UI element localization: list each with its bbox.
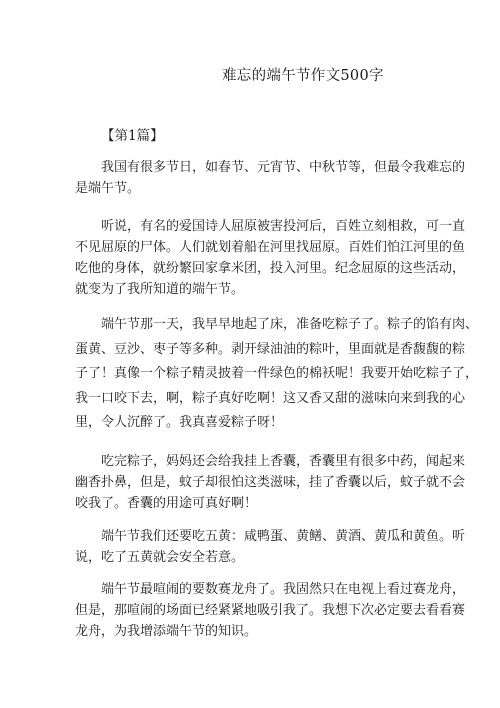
- paragraph-line: 咬我了。香囊的用途可真好啊！: [75, 496, 258, 511]
- paragraph-line: 龙舟，为我增添端午节的知识。: [75, 624, 258, 639]
- paragraph-line: 里，令人沉醉了。我真喜爱粽子呀！: [75, 415, 284, 430]
- paragraph-1: [75, 157, 466, 199]
- paragraph-line: 不见屈原的尸体。人们就划着船在河里找屈原。百姓们怕江河里的鱼: [75, 240, 466, 255]
- paragraph-line: 吃他的身体，就纷繁回家拿米团，投入河里。纪念屈原的这些活动，: [75, 261, 466, 276]
- paragraph-line: 但是，那喧闹的场面已经紧紧地吸引我了。我想下次必定要去看看赛: [75, 603, 466, 618]
- paragraph-line: 说，吃了五黄就会安全若意。: [75, 550, 245, 565]
- paragraph-6: [75, 579, 466, 642]
- paragraph-line: 是端午节。: [75, 181, 141, 196]
- paragraph-line: 我一口咬下去，啊，粽子真好吃啊！这又香又甜的滋味向来到我的心: [75, 390, 466, 406]
- paragraph-5: [75, 526, 466, 568]
- paragraph-line: 端午节那一天，我早早地起了床，准备吃粽子了。粽子的馅有肉、: [75, 317, 479, 332]
- paragraph-line: 蛋黄、豆沙、枣子等多种。剥开绿油油的粽叶，里面就是香馥馥的粽: [75, 341, 466, 357]
- paragraph-line: 端午节最喧闹的要数赛龙舟了。我固然只在电视上看过赛龙舟，: [75, 582, 466, 597]
- paragraph-line: 端午节我们还要吃五黄：咸鸭蛋、黄鳝、黄酒、黄瓜和黄鱼。听: [75, 529, 466, 544]
- paragraph-line: 吃完粽子，妈妈还会给我挂上香囊，香囊里有很多中药，闻起来: [75, 454, 466, 469]
- section-label: 【第1篇】: [101, 128, 164, 144]
- paragraph-line: 听说，有名的爱国诗人屈原被害投河后，百姓立刻相救，可一直: [75, 219, 466, 234]
- paragraph-line: 我国有很多节日，如春节、元宵节、中秋节等，但最令我难忘的: [75, 160, 466, 175]
- document-title: 难忘的端午节作文500字: [222, 68, 384, 84]
- paragraph-line: 子了！真像一个粽子精灵披着一件绿色的棉袄呢！我要开始吃粽子了，: [75, 366, 479, 381]
- paragraph-3: [75, 313, 479, 436]
- paragraph-2: [75, 216, 466, 300]
- paragraph-line: 就变为了我所知道的端午节。: [75, 282, 245, 297]
- paragraph-4: [75, 451, 466, 514]
- paragraph-line: 幽香扑鼻，但是，蚊子却很怕这类滋味，挂了香囊以后，蚊子就不会: [75, 475, 466, 490]
